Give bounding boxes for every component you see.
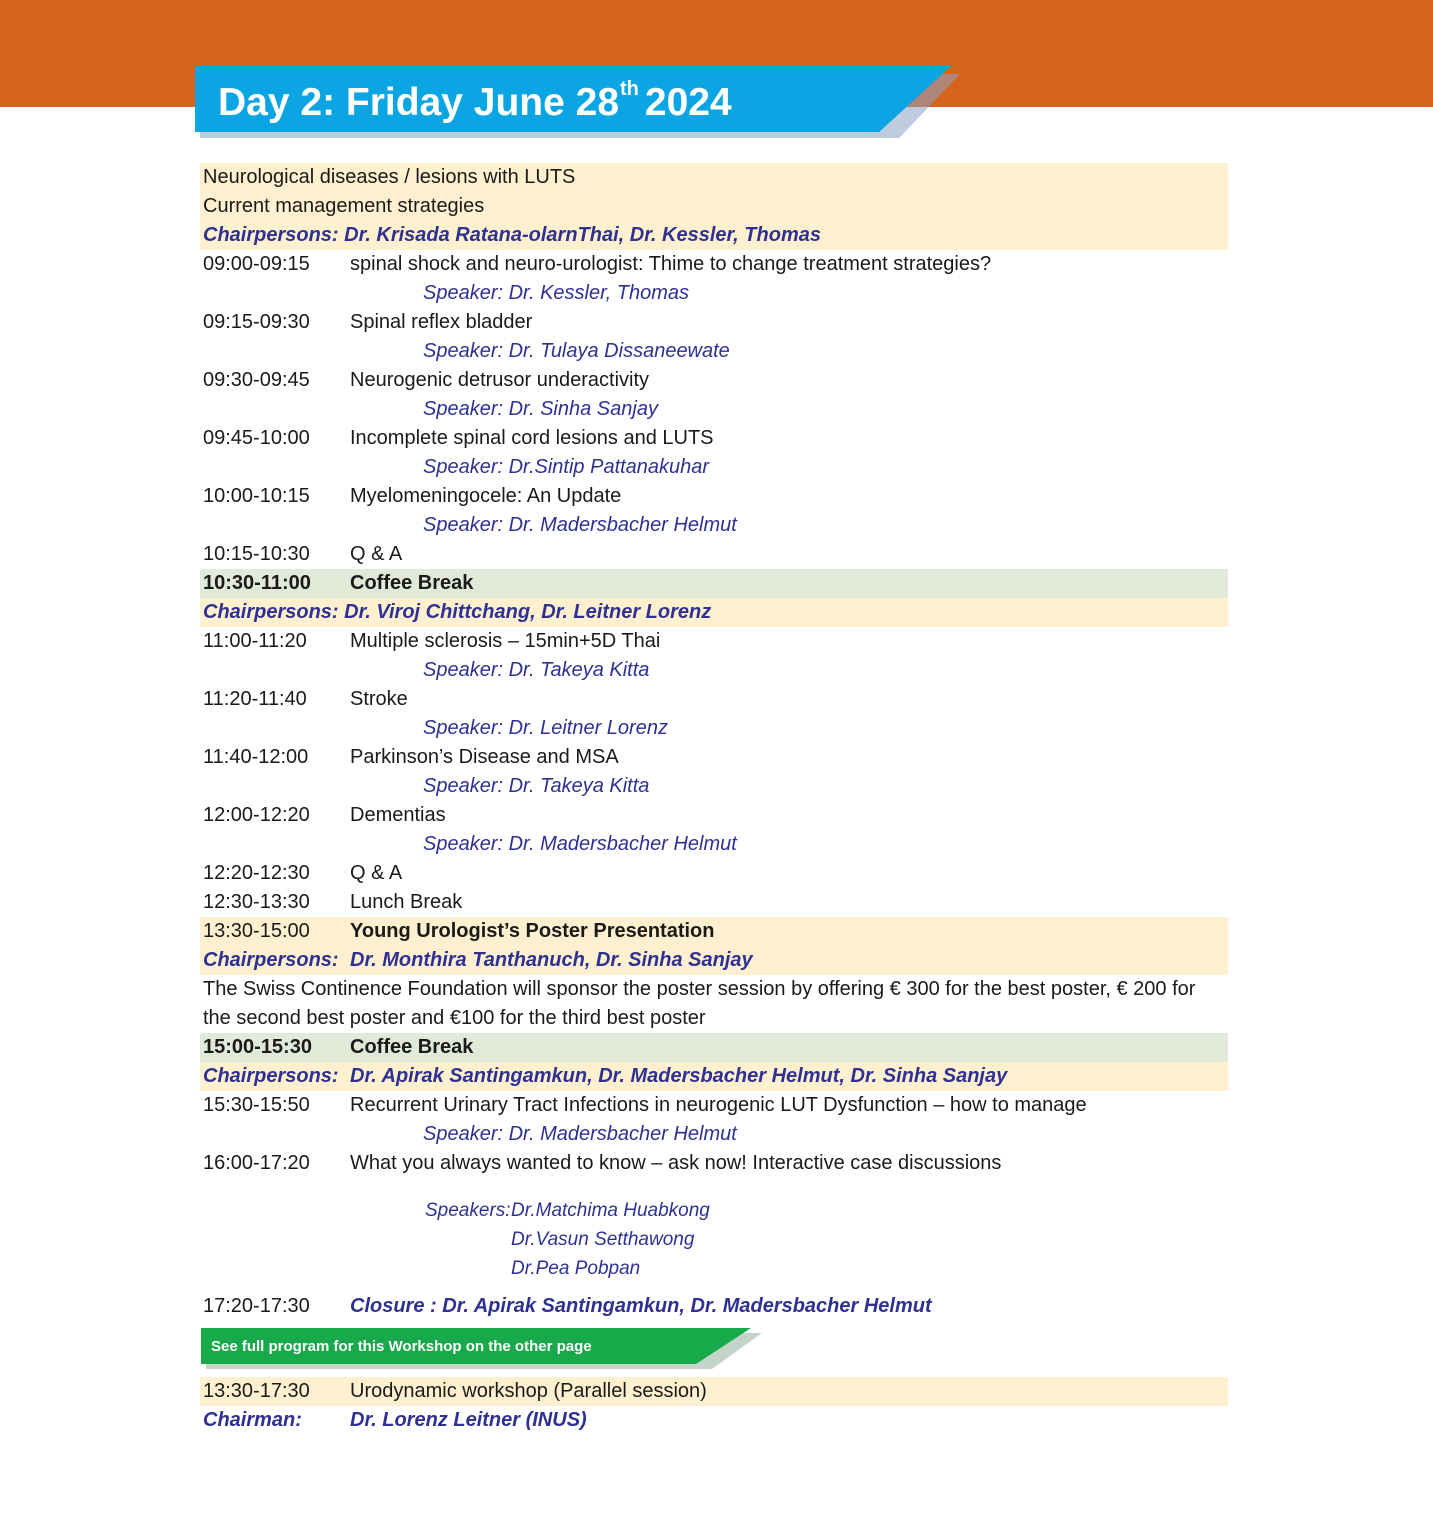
coffee-break-row	[200, 569, 1228, 598]
schedule-row	[200, 743, 1228, 772]
time-slot: 11:00-11:20	[203, 630, 307, 652]
title-sup: th	[620, 77, 639, 100]
time-slot: 11:20-11:40	[203, 688, 307, 710]
speaker-name: Speaker: Dr. Madersbacher Helmut	[423, 833, 737, 855]
schedule-row	[200, 888, 1228, 917]
talk-title: Q & A	[350, 543, 403, 565]
talk-title: Stroke	[350, 688, 408, 710]
title-prefix: Day 2: Friday June 28	[218, 81, 620, 124]
session-header	[200, 163, 1228, 250]
speaker-row	[200, 714, 1228, 743]
speaker-name: Dr.Pea Pobpan	[511, 1258, 641, 1279]
chairpersons-row	[200, 598, 1228, 627]
closure-names: : Dr. Apirak Santingamkun, Dr. Madersbacher Helmut	[430, 1295, 932, 1317]
time-slot: 09:00-09:15	[203, 253, 310, 275]
closure-row	[200, 1292, 1228, 1321]
speaker-name: Dr.Vasun Setthawong	[511, 1229, 695, 1250]
time-slot: 12:00-12:20	[203, 804, 310, 826]
poster-row	[200, 917, 1228, 946]
speaker-row	[200, 453, 1228, 482]
speaker-name: Speaker: Dr. Leitner Lorenz	[423, 717, 668, 739]
speaker-name: Speaker: Dr. Takeya Kitta	[423, 659, 650, 681]
talk-title: Q & A	[350, 862, 403, 884]
schedule-row	[200, 540, 1228, 569]
chair-label: Chairman:	[203, 1409, 302, 1431]
chair-names: Dr. Lorenz Leitner (INUS)	[350, 1409, 587, 1431]
speaker-row	[200, 337, 1228, 366]
chair-label: Chairpersons:	[203, 949, 339, 971]
schedule-row	[200, 366, 1228, 395]
session-chairpersons: Chairpersons: Dr. Viroj Chittchang, Dr. Leitner Lorenz	[203, 601, 712, 623]
workshop-row	[200, 1377, 1228, 1406]
time-slot: 09:15-09:30	[203, 311, 310, 333]
coffee-break-row	[200, 1033, 1228, 1062]
time-slot: 10:00-10:15	[203, 485, 310, 507]
workshop-title: Urodynamic workshop (Parallel session)	[350, 1380, 707, 1402]
session-chairpersons: Chairpersons: Dr. Krisada Ratana-olarnThai, Dr. Kessler, Thomas	[203, 224, 821, 246]
time-slot: 15:30-15:50	[203, 1094, 310, 1116]
session-subtitle: Current management strategies	[203, 195, 485, 217]
speaker-row	[200, 656, 1228, 685]
workshop-link-text[interactable]: See full program for this Workshop on the other page	[211, 1338, 592, 1355]
time-slot: 09:30-09:45	[203, 369, 310, 391]
talk-title: Dementias	[350, 804, 446, 826]
chairman-row	[200, 1406, 1228, 1435]
time-slot: 10:15-10:30	[203, 543, 310, 565]
schedule-row	[200, 685, 1228, 714]
speaker-name: Speaker: Dr.Sintip Pattanakuhar	[423, 456, 710, 478]
schedule-row	[200, 627, 1228, 656]
speaker-row	[200, 511, 1228, 540]
talk-title: Myelomeningocele: An Update	[350, 485, 622, 507]
schedule-row	[200, 250, 1228, 279]
schedule-row	[200, 308, 1228, 337]
time-slot: 13:30-17:30	[203, 1380, 310, 1402]
poster-title: Young Urologist’s Poster Presentation	[350, 920, 715, 942]
time-slot: 12:30-13:30	[203, 891, 310, 913]
speaker-row	[200, 1120, 1228, 1149]
time-slot: 10:30-11:00	[203, 572, 311, 594]
break-title: Coffee Break	[350, 1036, 474, 1058]
speaker-name: Speaker: Dr. Sinha Sanjay	[423, 398, 658, 420]
speaker-row	[200, 830, 1228, 859]
speaker-row	[200, 772, 1228, 801]
talk-title: Recurrent Urinary Tract Infections in neurogenic LUT Dysfunction – how to manage	[350, 1094, 1087, 1116]
schedule-row	[200, 859, 1228, 888]
speaker-name: Speaker: Dr. Madersbacher Helmut	[423, 1123, 737, 1145]
chairpersons-row	[200, 1062, 1228, 1091]
time-slot: 13:30-15:00	[203, 920, 310, 942]
schedule-row	[200, 482, 1228, 511]
schedule-row	[200, 424, 1228, 453]
speaker-name: Dr.Matchima Huabkong	[511, 1200, 710, 1221]
chairpersons-row	[200, 946, 1228, 975]
talk-title: spinal shock and neuro-urologist: Thime to change treatment strategies?	[350, 253, 992, 275]
speaker-row	[200, 395, 1228, 424]
time-slot: 11:40-12:00	[203, 746, 309, 768]
break-title: Coffee Break	[350, 572, 474, 594]
page-title	[218, 70, 732, 136]
talk-title: What you always wanted to know – ask now! Interactive case discussions	[350, 1152, 1002, 1174]
closure-label: Closure	[350, 1295, 425, 1317]
schedule	[200, 163, 1228, 1321]
speaker-name: Speaker: Dr. Takeya Kitta	[423, 775, 650, 797]
talk-title: Neurogenic detrusor underactivity	[350, 369, 650, 391]
schedule-row	[200, 1091, 1228, 1120]
talk-title: Lunch Break	[350, 891, 463, 913]
talk-title: Parkinson’s Disease and MSA	[350, 746, 619, 768]
schedule-row	[200, 1149, 1228, 1178]
poster-note: The Swiss Continence Foundation will sponsor the poster session by offering € 300 for the best poster, € 200 for the second best poster and €100 for the third best poster	[203, 978, 1196, 1029]
talk-title: Spinal reflex bladder	[350, 311, 533, 333]
chair-names: Dr. Monthira Tanthanuch, Dr. Sinha Sanjay	[350, 949, 753, 971]
talk-title: Multiple sclerosis – 15min+5D Thai	[350, 630, 661, 652]
schedule-row	[200, 801, 1228, 830]
time-slot: 15:00-15:30	[203, 1036, 312, 1058]
speaker-name: Speaker: Dr. Tulaya Dissaneewate	[423, 340, 730, 362]
chair-names: Dr. Apirak Santingamkun, Dr. Madersbacher Helmut, Dr. Sinha Sanjay	[350, 1065, 1008, 1087]
session-title: Neurological diseases / lesions with LUTS	[203, 166, 576, 188]
speaker-name: Speaker: Dr. Madersbacher Helmut	[423, 514, 737, 536]
chair-label: Chairpersons:	[203, 1065, 339, 1087]
talk-title: Incomplete spinal cord lesions and LUTS	[350, 427, 714, 449]
time-slot: 17:20-17:30	[203, 1295, 310, 1317]
time-slot: 09:45-10:00	[203, 427, 310, 449]
workshop-section	[200, 1377, 1228, 1435]
time-slot: 12:20-12:30	[203, 862, 310, 884]
time-slot: 16:00-17:20	[203, 1152, 310, 1174]
speakers-label: Speakers:	[425, 1200, 511, 1221]
speaker-row	[200, 279, 1228, 308]
speaker-name: Speaker: Dr. Kessler, Thomas	[423, 282, 690, 304]
title-year: 2024	[644, 81, 732, 124]
closure-text	[350, 1292, 932, 1321]
speakers-list	[200, 1178, 1228, 1288]
